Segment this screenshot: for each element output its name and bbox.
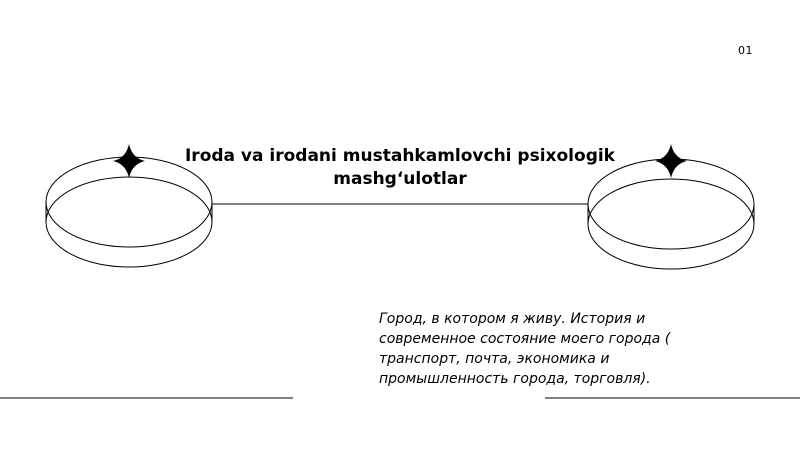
page-number: 01 — [738, 44, 753, 57]
right-ring-lower-ellipse — [588, 179, 754, 269]
slide-title: Iroda va irodani mustahkamlovchi psixologik mashg‘ulotlar — [184, 146, 615, 189]
four-point-star-icon — [113, 144, 145, 178]
slide-body-text: Город, в котором я живу. История и современное состояние моего города ( транспорт, почта, экономика и промышленность города, торговля). — [379, 311, 671, 387]
four-point-star-icon — [655, 144, 687, 178]
